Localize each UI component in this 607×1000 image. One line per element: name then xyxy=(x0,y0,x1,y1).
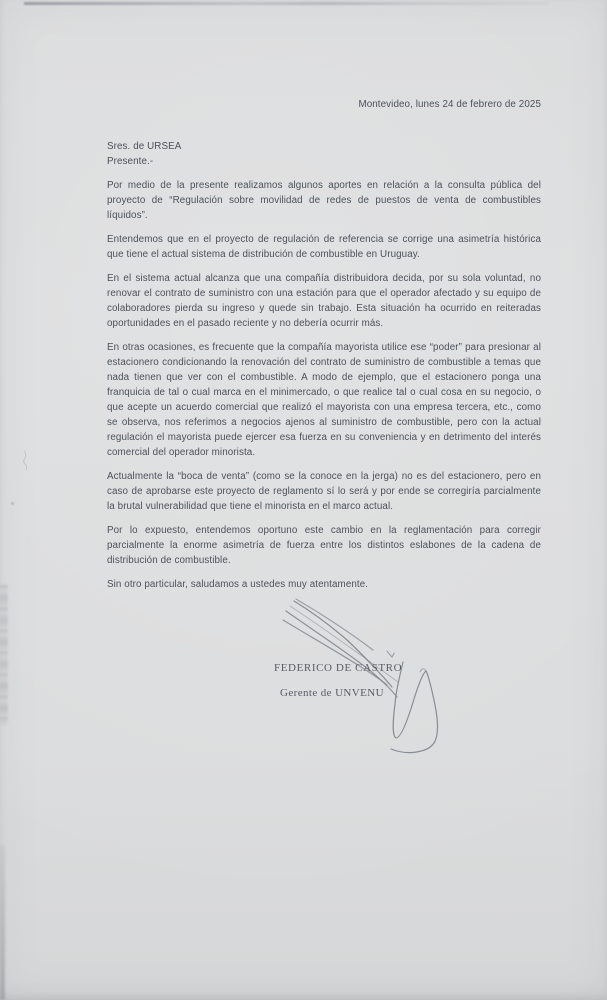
paragraphs xyxy=(107,178,541,568)
recipient-block xyxy=(107,139,541,169)
scan-artifact-left-smudge xyxy=(0,585,8,725)
letter-paragraph: Actualmente la “boca de venta” (como se la conoce en la jerga) no es del estacionero, pero en caso de aprobarse este proyecto de reglamento sí lo será y por ende se corregiría parcialmente la brutal vulnerabilidad que tiene el minorista en el marco actual. xyxy=(107,471,541,512)
letter-body xyxy=(107,97,541,592)
letter-paragraph: Por lo expuesto, entendemos oportuno este cambio en la reglamentación para corregir parcialmente la enorme asimetría de fuerza entre los distintos eslabones de la cadena de distribución de combustible. xyxy=(107,525,541,566)
scan-artifact-squiggle xyxy=(20,450,30,472)
scan-artifact-dot xyxy=(11,502,14,505)
recipient-presente: Presente.- xyxy=(107,156,154,167)
scan-artifact-top-streak xyxy=(24,2,549,5)
recipient-name: Sres. de URSEA xyxy=(107,141,182,152)
letter-paragraph: Entendemos que en el proyecto de regulación de referencia se corrige una asimetría histórica que tiene el actual sistema de distribución de combustible en Uruguay. xyxy=(107,234,541,260)
signature-block xyxy=(250,578,470,763)
scan-artifact-left-edge-shadow xyxy=(0,845,5,1000)
date-line: Montevideo, lunes 24 de febrero de 2025 xyxy=(358,99,541,110)
letter-paragraph: Por medio de la presente realizamos algunos aportes en relación a la consulta pública del proyecto de “Regulación sobre movilidad de redes de puestos de venta de combustibles líquidos”. xyxy=(107,180,541,221)
signatory-name: FEDERICO DE CASTRO xyxy=(274,662,403,674)
letter-paragraph: En el sistema actual alcanza que una compañía distribuidora decida, por su sola voluntad, no renovar el contrato de suministro con una estación para que el operador afectado y su equipo de colaboradores pierda su ingreso y quede sin trabajo. Esta situación ha ocurrido en reiteradas oportunidades en el pasado reciente y no debería ocurrir más. xyxy=(107,273,541,329)
letter-paragraph: En otras ocasiones, es frecuente que la compañía mayorista utilice ese “poder” para presionar al estacionero condicionando la renovación del contrato de suministro de combustible a temas que nada tienen que ver con el combustible. A modo de ejemplo, que el estacionero ponga una franquicia de tal o cual marca en el minimercado, o que realice tal o cual cosa en su negocio, o que acepte un acuerdo comercial que realizó el mayorista con una empresa tercera, etc., como se observa, nos referimos a negocios ajenos al suministro de combustible, pero con la actual regulación el mayorista puede ejercer esa fuerza en su conveniencia y en detrimento del interés comercial del operador minorista. xyxy=(107,342,541,458)
closing-line: Sin otro particular, saludamos a ustedes muy atentamente. xyxy=(107,579,369,590)
signatory-title: Gerente de UNVENU xyxy=(280,687,384,699)
